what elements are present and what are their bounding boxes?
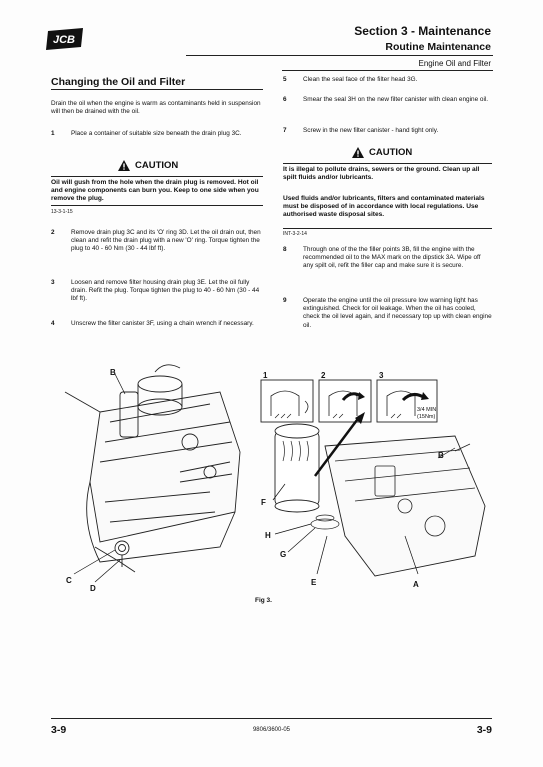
step-4	[51, 320, 263, 337]
section-subtitle: Routine Maintenance	[385, 41, 491, 53]
step-text: Place a container of suitable size beneath the drain plug 3C.	[71, 130, 242, 137]
caution-ref: INT-3-2-14	[283, 231, 307, 237]
header-rule	[186, 55, 493, 56]
label-h: H	[265, 531, 271, 540]
step-5	[283, 76, 492, 85]
step-text: Operate the engine until the oil pressure low warning light has extinguished. Check for oil leakage. When the oil has cooled, check the oil level again, and if necessary top up with clean engine oil.	[303, 297, 492, 329]
label-e: E	[311, 578, 317, 587]
topic-rule	[282, 70, 493, 71]
panel-label-1: 1	[263, 371, 268, 380]
footer-rule	[51, 718, 492, 719]
step-text: Unscrew the filter canister 3F, using a chain wrench if necessary.	[71, 320, 254, 327]
label-f: F	[261, 498, 266, 507]
caution-rule-bottom	[283, 228, 492, 229]
step-number: 9	[283, 297, 287, 304]
step-number: 7	[283, 127, 287, 134]
logo-text: JCB	[52, 34, 76, 46]
caution-text-1: It is illegal to pollute drains, sewers or the ground. Clean up all spilt fluids and/or lubricants.	[283, 166, 480, 182]
label-b-left: B	[110, 368, 116, 377]
step-number: 3	[51, 279, 55, 286]
caution-rule-top	[51, 176, 263, 177]
caution-rule-bottom	[51, 205, 263, 206]
label-a: A	[413, 580, 419, 589]
jcb-logo	[45, 28, 85, 50]
intro-paragraph: Drain the oil when the engine is warm as contaminants held in suspension will then be drained with the oil.	[51, 100, 261, 116]
section-topic: Engine Oil and Filter	[418, 59, 491, 68]
step-number: 4	[51, 320, 55, 327]
step-6	[283, 96, 492, 113]
step-3	[51, 279, 263, 313]
step-number: 1	[51, 130, 55, 137]
step-text: Screw in the new filter canister - hand tight only.	[303, 127, 439, 134]
turn-label: 3/4 MIN	[417, 407, 437, 413]
step-8	[283, 246, 492, 288]
caution-heading-right	[352, 147, 412, 158]
oil-filter-drawing	[255, 366, 495, 592]
caution-ref: 13-3-1-15	[51, 209, 73, 215]
step-text: Clean the seal face of the filter head 3G.	[303, 76, 418, 83]
step-number: 2	[51, 229, 55, 236]
step-number: 8	[283, 246, 287, 253]
step-2	[51, 229, 263, 271]
step-number: 5	[283, 76, 287, 83]
page-number-right: 3-9	[476, 724, 492, 736]
caution-rule-top	[283, 163, 492, 164]
label-c: C	[66, 576, 72, 585]
warning-icon	[352, 147, 364, 158]
step-number: 6	[283, 96, 287, 103]
caution-text: Oil will gush from the hole when the drain plug is removed. Hot oil and engine components can burn you. Keep to one side when you remove the plug.	[51, 179, 259, 203]
label-b-right: B	[438, 451, 444, 460]
figure-caption: Fig 3.	[255, 597, 272, 604]
step-9	[283, 297, 492, 339]
step-text: Loosen and remove filter housing drain plug 3E. Let the oil fully drain. Refit the plug. Torque tighten the plug to 40 - 60 Nm (30 - 44 lbf ft).	[71, 279, 260, 303]
step-text: Smear the seal 3H on the new filter canister with clean engine oil.	[303, 96, 489, 103]
page-number-left: 3-9	[51, 724, 67, 736]
panel-label-3: 3	[379, 371, 384, 380]
section-title: Section 3 - Maintenance	[354, 24, 491, 38]
page-heading: Changing the Oil and Filter	[51, 76, 186, 88]
caution-label: CAUTION	[369, 147, 413, 158]
heading-rule	[51, 89, 263, 90]
warning-icon	[118, 160, 130, 171]
engine-sump-drawing	[60, 362, 245, 592]
step-text: Remove drain plug 3C and its 'O' ring 3D. Let the oil drain out, then clean and refit the drain plug with a new 'O' ring. Torque tighten the plug to 40 - 60 Nm (30 - 44 lbf ft).	[71, 229, 261, 253]
caution-text-2: Used fluids and/or lubricants, filters and contaminated materials must be disposed of in accordance with local regulations. Use authorised waste disposal sites.	[283, 195, 485, 219]
step-1	[51, 130, 263, 147]
label-d: D	[90, 584, 96, 592]
step-text: Through one of the the filler points 3B, fill the engine with the recommended oil to the MAX mark on the dipstick 3A. Wipe off any spilt oil, refit the filler cap and make sure it is secure.	[303, 246, 481, 270]
panel-label-2: 2	[321, 371, 326, 380]
filter-canister	[275, 431, 319, 506]
caution-heading-left	[118, 160, 178, 171]
label-g: G	[280, 550, 287, 559]
caution-label: CAUTION	[135, 160, 179, 171]
document-number: 9806/3600-05	[252, 727, 291, 733]
step-7	[283, 127, 492, 136]
turn-torque: (15Nm)	[417, 414, 436, 420]
